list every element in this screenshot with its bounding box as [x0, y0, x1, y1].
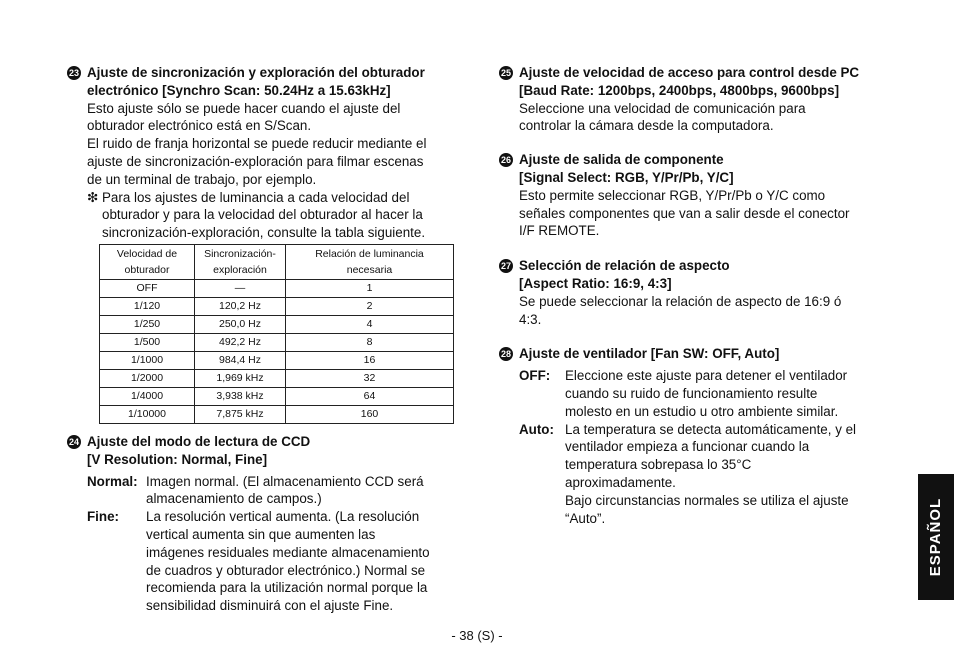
- def-line: molesto en un estudio u otro ambiente similar.: [565, 403, 839, 419]
- table-row: [100, 352, 454, 370]
- table-row: [100, 280, 454, 298]
- cell: 7,875 kHz: [195, 406, 286, 424]
- number-23-icon: 23: [68, 68, 79, 78]
- header-shutter-speed: Velocidad de obturador: [100, 245, 195, 280]
- def-line: ventilador empieza a funcionar cuando la: [565, 439, 810, 455]
- section-26-title-line2: [Signal Select: RGB, Y/Pr/Pb, Y/C]: [519, 169, 734, 185]
- cell: OFF: [100, 280, 195, 298]
- luminance-table: [99, 244, 454, 424]
- def-line: sensibilidad disminuirá con el ajuste Fine.: [146, 598, 394, 614]
- cell: 1/500: [100, 334, 195, 352]
- def-normal: [87, 473, 462, 509]
- section-28: [499, 345, 899, 527]
- section-25: [499, 64, 899, 135]
- cell: 492,2 Hz: [195, 334, 286, 352]
- section-24-title-line2: [V Resolution: Normal, Fine]: [87, 451, 268, 467]
- section-24-item: [67, 433, 462, 615]
- cell: 250,0 Hz: [195, 316, 286, 334]
- def-off: [519, 367, 899, 420]
- note: [87, 189, 462, 242]
- table-header-row: [100, 245, 454, 280]
- section-25-title-line2: [Baud Rate: 1200bps, 2400bps, 4800bps, 9600bps]: [519, 82, 840, 98]
- def-line: “Auto”.: [565, 510, 606, 526]
- def-line: de cuadros y obturador electrónico.) Normal se: [146, 562, 426, 578]
- def-auto: [519, 421, 899, 528]
- body-line: Esto permite seleccionar RGB, Y/Pr/Pb o Y/C como: [519, 187, 826, 203]
- cell: 8: [286, 334, 454, 352]
- section-27: [499, 257, 899, 328]
- table-row: [100, 334, 454, 352]
- body-line: controlar la cámara desde la computadora.: [519, 118, 774, 134]
- body-line: señales componentes que van a salir desde el conector: [519, 205, 850, 221]
- cell: —: [195, 280, 286, 298]
- def-fine: [87, 508, 462, 615]
- table-row: [100, 388, 454, 406]
- side-tab-label: ESPAÑOL: [927, 497, 945, 577]
- section-28-title: Ajuste de ventilador [Fan SW: OFF, Auto]: [519, 346, 780, 362]
- number-28-icon: 28: [500, 349, 511, 360]
- cell: 1/250: [100, 316, 195, 334]
- section-23: [67, 64, 462, 242]
- body-line: El ruido de franja horizontal se puede reducir mediante el: [87, 136, 427, 152]
- section-23-title-line1: Ajuste de sincronización y exploración del obturador: [87, 65, 425, 80]
- def-line: imágenes residuales mediante almacenamiento: [146, 544, 430, 560]
- cell: 32: [286, 370, 454, 388]
- def-line: aproximadamente.: [565, 474, 676, 490]
- body-line: Se puede seleccionar la relación de aspecto de 16:9 ó: [519, 293, 842, 309]
- table-row: [100, 316, 454, 334]
- def-line: recomienda para la utilización normal porque la: [146, 580, 428, 596]
- body-line: Esto ajuste sólo se puede hacer cuando el ajuste del: [87, 100, 401, 116]
- def-line: temperatura sobrepasa lo 35°C: [565, 457, 752, 473]
- body-line: obturador electrónico está en S/Scan.: [87, 118, 312, 134]
- header-sync-scan: Sincronización- exploración: [195, 245, 286, 280]
- cell: 2: [286, 298, 454, 316]
- body-line: Seleccione una velocidad de comunicación para: [519, 100, 806, 116]
- note-line: obturador y para la velocidad del obturador al hacer la: [102, 207, 423, 223]
- language-side-tab: [918, 474, 954, 600]
- body-line: ajuste de sincronización-exploración para filmar escenas: [87, 153, 424, 169]
- header-luminance-ratio: Relación de luminancia necesaria: [286, 245, 454, 280]
- auto-label: Auto:: [519, 421, 554, 437]
- body-line: 4:3.: [519, 311, 542, 327]
- number-27-icon: 27: [500, 261, 511, 272]
- cell: 1/1000: [100, 352, 195, 370]
- section-27-title-line1: Selección de relación de aspecto: [519, 258, 730, 274]
- cell: 4: [286, 316, 454, 334]
- cell: 3,938 kHz: [195, 388, 286, 406]
- table-row: [100, 406, 454, 424]
- table-row: [100, 370, 454, 388]
- cell: 1/120: [100, 298, 195, 316]
- section-25-title-line1: Ajuste de velocidad de acceso para control desde PC: [519, 65, 860, 80]
- number-24-icon: 24: [68, 437, 79, 447]
- number-25-icon: 25: [500, 68, 511, 78]
- number-26-icon: 26: [500, 155, 511, 166]
- def-line: La resolución vertical aumenta. (La resolución: [146, 509, 420, 525]
- fine-label: Fine:: [87, 509, 119, 525]
- section-23-item: [67, 64, 462, 242]
- asterisk-icon: ❇: [87, 189, 99, 205]
- cell: 64: [286, 388, 454, 406]
- cell: 120,2 Hz: [195, 298, 286, 316]
- cell: 1/4000: [100, 388, 195, 406]
- cell: 1/2000: [100, 370, 195, 388]
- normal-label: Normal:: [87, 473, 138, 489]
- section-26: [499, 151, 899, 240]
- page-number: - 38 (S) -: [451, 628, 503, 643]
- body-line: I/F REMOTE.: [519, 223, 600, 239]
- def-line: Eleccione este ajuste para detener el ventilador: [565, 368, 848, 384]
- right-column: [499, 64, 899, 527]
- cell: 984,4 Hz: [195, 352, 286, 370]
- cell: 1: [286, 280, 454, 298]
- section-26-title-line1: Ajuste de salida de componente: [519, 152, 724, 168]
- section-24-title-line1: Ajuste del modo de lectura de CCD: [87, 434, 311, 449]
- def-line: Bajo circunstancias normales se utiliza el ajuste: [565, 492, 849, 508]
- note-line: sincronización-exploración, consulte la tabla siguiente.: [102, 225, 426, 241]
- table-row: [100, 298, 454, 316]
- section-23-title-line2: electrónico [Synchro Scan: 50.24Hz a 15.63kHz]: [87, 82, 391, 98]
- section-24: [67, 433, 462, 615]
- cell: 1/10000: [100, 406, 195, 424]
- def-line: vertical aumenta sin que aumenten las: [146, 526, 376, 542]
- note-line: Para los ajustes de luminancia a cada velocidad del: [102, 189, 410, 205]
- body-line: de un terminal de trabajo, por ejemplo.: [87, 171, 317, 187]
- def-line: La temperatura se detecta automáticamente, y el: [565, 421, 857, 437]
- cell: 1,969 kHz: [195, 370, 286, 388]
- off-label: OFF:: [519, 368, 551, 384]
- cell: 160: [286, 406, 454, 424]
- def-line: Imagen normal. (El almacenamiento CCD será: [146, 473, 424, 489]
- def-line: almacenamiento de campos.): [146, 491, 322, 507]
- section-27-title-line2: [Aspect Ratio: 16:9, 4:3]: [519, 275, 672, 291]
- def-line: cuando su ruido de funcionamiento resulte: [565, 385, 818, 401]
- cell: 16: [286, 352, 454, 370]
